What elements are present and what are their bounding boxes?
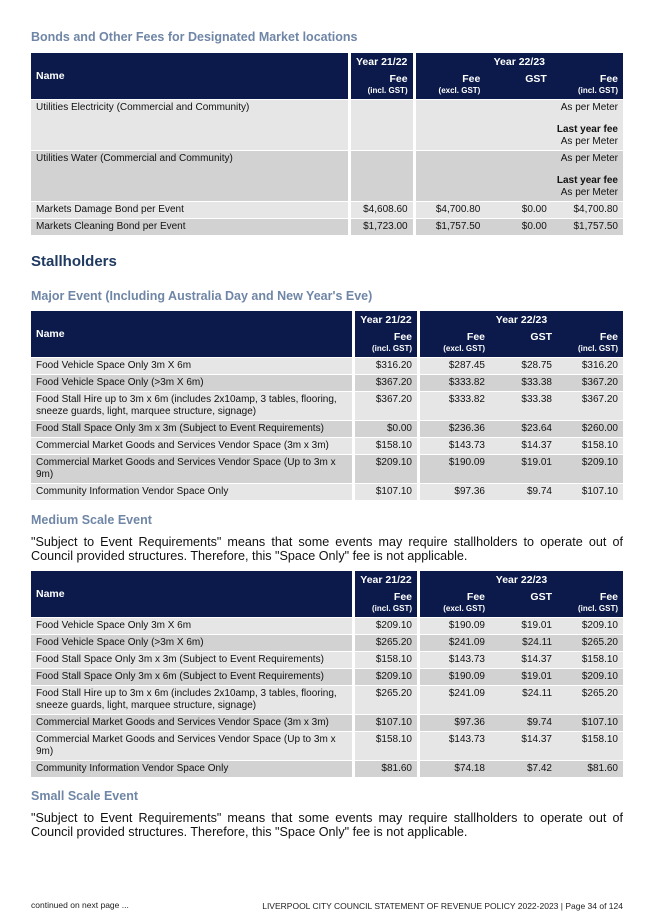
major-event-fee-table bbox=[31, 311, 623, 500]
fee-name-cell: Food Vehicle Space Only (>3m X 6m) bbox=[31, 634, 352, 651]
major-event-title: Major Event (Including Australia Day and New Year's Eve) bbox=[31, 289, 373, 303]
fee-2122-incl-cell: $1,723.00 bbox=[348, 218, 416, 235]
last-year-fee-value: As per Meter bbox=[560, 187, 618, 198]
fee-name-cell: Food Stall Hire up to 3m x 6m (includes 2x10amp, 3 tables, flooring, sneeze guards, light, marquee structure, signage) bbox=[31, 685, 352, 714]
table-row bbox=[31, 651, 623, 668]
fee-excl-cell: $1,757.50 bbox=[416, 218, 486, 235]
column-header-fee-incl-2122-sublabel: (incl. GST) bbox=[372, 604, 412, 613]
table-row bbox=[31, 714, 623, 731]
fee-incl-value: $260.00 bbox=[581, 423, 618, 434]
column-header-year-2223: Year 22/23 bbox=[420, 311, 623, 329]
fee-incl-value: $316.20 bbox=[581, 360, 618, 371]
fee-incl-value: As per Meter bbox=[560, 102, 618, 113]
fee-name-cell: Commercial Market Goods and Services Vendor Space (Up to 3m x 9m) bbox=[31, 731, 352, 760]
gst-cell bbox=[485, 150, 551, 201]
table-row bbox=[31, 99, 623, 150]
small-event-title: Small Scale Event bbox=[31, 789, 139, 803]
column-header-fee-excl-label: Fee bbox=[466, 331, 485, 343]
column-header-fee-incl bbox=[552, 71, 623, 99]
fee-incl-value: $1,757.50 bbox=[573, 221, 618, 232]
column-header-fee-incl-2122-label: Fee bbox=[393, 591, 412, 603]
fee-incl-cell bbox=[552, 99, 623, 150]
column-header-year-2122: Year 21/22 bbox=[352, 311, 420, 329]
fee-excl-cell: $241.09 bbox=[420, 634, 490, 651]
column-header-fee-excl-label: Fee bbox=[466, 591, 485, 603]
fee-incl-value: $158.10 bbox=[581, 654, 618, 665]
fee-excl-cell bbox=[416, 150, 486, 201]
column-header-fee-incl-label: Fee bbox=[599, 73, 618, 85]
column-header-fee-incl-2122 bbox=[352, 329, 420, 357]
table-row bbox=[31, 634, 623, 651]
fee-excl-cell: $333.82 bbox=[420, 374, 490, 391]
medium-event-title: Medium Scale Event bbox=[31, 513, 152, 527]
column-header-name: Name bbox=[31, 53, 348, 99]
fee-incl-cell bbox=[552, 201, 623, 218]
fee-excl-cell: $236.36 bbox=[420, 420, 490, 437]
fee-name-cell: Community Information Vendor Space Only bbox=[31, 483, 352, 500]
gst-cell: $24.11 bbox=[490, 634, 557, 651]
fee-name-cell: Markets Cleaning Bond per Event bbox=[31, 218, 348, 235]
fee-excl-cell: $97.36 bbox=[420, 483, 490, 500]
fee-2122-incl-cell: $107.10 bbox=[352, 714, 420, 731]
fee-2122-incl-cell: $158.10 bbox=[352, 731, 420, 760]
fee-2122-incl-cell: $4,608.60 bbox=[348, 201, 416, 218]
fee-incl-value: $209.10 bbox=[581, 457, 618, 468]
gst-cell: $9.74 bbox=[490, 483, 557, 500]
column-header-gst-label: GST bbox=[525, 73, 547, 85]
table-row bbox=[31, 357, 623, 374]
fee-name-cell: Food Vehicle Space Only 3m X 6m bbox=[31, 357, 352, 374]
fee-2122-incl-cell: $81.60 bbox=[352, 760, 420, 777]
fee-excl-cell: $190.09 bbox=[420, 617, 490, 634]
fee-2122-incl-cell bbox=[348, 150, 416, 201]
column-header-fee-excl bbox=[416, 71, 486, 99]
column-header-fee-incl-2122-label: Fee bbox=[389, 73, 408, 85]
fee-incl-cell bbox=[557, 731, 623, 760]
fee-2122-incl-cell: $265.20 bbox=[352, 685, 420, 714]
bonds-fee-table bbox=[31, 53, 623, 235]
column-header-fee-incl-2122-sublabel: (incl. GST) bbox=[372, 344, 412, 353]
last-year-fee-label: Last year fee bbox=[556, 175, 618, 186]
fee-incl-cell bbox=[557, 374, 623, 391]
table-row bbox=[31, 454, 623, 483]
medium-event-note: "Subject to Event Requirements" means that some events may require stallholders to operate out of Council provided structures. Therefore, this "Space Only" fee is not applicable. bbox=[31, 535, 623, 563]
column-header-fee-incl-label: Fee bbox=[599, 331, 618, 343]
table-row bbox=[31, 437, 623, 454]
fee-incl-cell bbox=[557, 357, 623, 374]
gst-cell: $0.00 bbox=[485, 218, 551, 235]
fee-excl-cell: $287.45 bbox=[420, 357, 490, 374]
fee-incl-cell bbox=[552, 218, 623, 235]
column-header-gst bbox=[490, 329, 557, 357]
fee-incl-cell bbox=[557, 634, 623, 651]
fee-incl-value: $209.10 bbox=[581, 620, 618, 631]
fee-incl-value: $158.10 bbox=[581, 440, 618, 451]
column-header-fee-incl-2122-label: Fee bbox=[393, 331, 412, 343]
gst-cell bbox=[485, 99, 551, 150]
fee-excl-cell: $241.09 bbox=[420, 685, 490, 714]
fee-name-cell: Food Stall Hire up to 3m x 6m (includes 2x10amp, 3 tables, flooring, sneeze guards, light, marquee structure, signage) bbox=[31, 391, 352, 420]
fee-incl-value: $265.20 bbox=[581, 688, 618, 699]
fee-2122-incl-cell: $0.00 bbox=[352, 420, 420, 437]
gst-cell: $9.74 bbox=[490, 714, 557, 731]
gst-cell: $0.00 bbox=[485, 201, 551, 218]
fee-incl-value: $107.10 bbox=[581, 717, 618, 728]
table-row bbox=[31, 218, 623, 235]
fee-excl-cell: $190.09 bbox=[420, 668, 490, 685]
fee-excl-cell: $143.73 bbox=[420, 731, 490, 760]
gst-cell: $14.37 bbox=[490, 437, 557, 454]
footer-page-info: LIVERPOOL CITY COUNCIL STATEMENT OF REVENUE POLICY 2022-2023 | Page 34 of 124 bbox=[262, 901, 623, 911]
fee-name-cell: Commercial Market Goods and Services Vendor Space (3m x 3m) bbox=[31, 714, 352, 731]
table-row bbox=[31, 150, 623, 201]
column-header-gst bbox=[490, 589, 557, 617]
fee-name-cell: Food Stall Space Only 3m x 3m (Subject to Event Requirements) bbox=[31, 651, 352, 668]
column-header-year-2122: Year 21/22 bbox=[348, 53, 416, 71]
bonds-section-title: Bonds and Other Fees for Designated Market locations bbox=[31, 30, 358, 44]
table-row bbox=[31, 685, 623, 714]
column-header-fee-excl bbox=[420, 589, 490, 617]
column-header-fee-excl bbox=[420, 329, 490, 357]
medium-event-fee-table bbox=[31, 571, 623, 777]
fee-incl-cell bbox=[557, 483, 623, 500]
fee-incl-cell bbox=[557, 437, 623, 454]
table-row bbox=[31, 617, 623, 634]
column-header-fee-excl-sublabel: (excl. GST) bbox=[443, 604, 485, 613]
table-row bbox=[31, 201, 623, 218]
fee-incl-cell bbox=[557, 685, 623, 714]
fee-incl-value: $158.10 bbox=[581, 734, 618, 745]
table-row bbox=[31, 760, 623, 777]
column-header-fee-incl bbox=[557, 329, 623, 357]
fee-2122-incl-cell: $209.10 bbox=[352, 668, 420, 685]
footer-continued: continued on next page ... bbox=[31, 900, 129, 910]
fee-incl-value: $265.20 bbox=[581, 637, 618, 648]
column-header-gst-label: GST bbox=[530, 331, 552, 343]
fee-incl-value: $367.20 bbox=[581, 394, 618, 405]
table-row bbox=[31, 483, 623, 500]
gst-cell: $24.11 bbox=[490, 685, 557, 714]
fee-excl-cell: $97.36 bbox=[420, 714, 490, 731]
fee-name-cell: Utilities Water (Commercial and Community) bbox=[31, 150, 348, 201]
fee-name-cell: Commercial Market Goods and Services Vendor Space (Up to 3m x 9m) bbox=[31, 454, 352, 483]
gst-cell: $19.01 bbox=[490, 454, 557, 483]
fee-excl-cell: $190.09 bbox=[420, 454, 490, 483]
last-year-fee-label: Last year fee bbox=[556, 124, 618, 135]
fee-2122-incl-cell: $209.10 bbox=[352, 617, 420, 634]
column-header-fee-excl-sublabel: (excl. GST) bbox=[438, 86, 481, 95]
fee-name-cell: Food Stall Space Only 3m x 3m (Subject to Event Requirements) bbox=[31, 420, 352, 437]
fee-excl-cell: $143.73 bbox=[420, 651, 490, 668]
stallholders-heading: Stallholders bbox=[31, 253, 117, 270]
fee-incl-value: $4,700.80 bbox=[573, 204, 618, 215]
gst-cell: $19.01 bbox=[490, 617, 557, 634]
fee-2122-incl-cell: $107.10 bbox=[352, 483, 420, 500]
column-header-year-2122: Year 21/22 bbox=[352, 571, 420, 589]
fee-incl-cell bbox=[557, 617, 623, 634]
table-row bbox=[31, 668, 623, 685]
column-header-fee-incl-sublabel: (incl. GST) bbox=[578, 604, 618, 613]
column-header-name: Name bbox=[31, 311, 352, 357]
fee-2122-incl-cell: $367.20 bbox=[352, 374, 420, 391]
fee-excl-cell: $4,700.80 bbox=[416, 201, 486, 218]
last-year-fee-value: As per Meter bbox=[560, 136, 618, 147]
fee-name-cell: Markets Damage Bond per Event bbox=[31, 201, 348, 218]
column-header-fee-incl-label: Fee bbox=[599, 591, 618, 603]
fee-incl-cell bbox=[557, 668, 623, 685]
table-row bbox=[31, 420, 623, 437]
fee-incl-value: As per Meter bbox=[560, 153, 618, 164]
fee-2122-incl-cell: $367.20 bbox=[352, 391, 420, 420]
fee-incl-cell bbox=[557, 760, 623, 777]
gst-cell: $14.37 bbox=[490, 651, 557, 668]
fee-2122-incl-cell: $265.20 bbox=[352, 634, 420, 651]
gst-cell: $7.42 bbox=[490, 760, 557, 777]
fee-name-cell: Food Vehicle Space Only (>3m X 6m) bbox=[31, 374, 352, 391]
column-header-fee-excl-label: Fee bbox=[462, 73, 481, 85]
gst-cell: $23.64 bbox=[490, 420, 557, 437]
fee-name-cell: Food Vehicle Space Only 3m X 6m bbox=[31, 617, 352, 634]
fee-incl-value: $209.10 bbox=[581, 671, 618, 682]
gst-cell: $33.38 bbox=[490, 391, 557, 420]
fee-incl-cell bbox=[557, 651, 623, 668]
column-header-fee-incl-sublabel: (incl. GST) bbox=[578, 344, 618, 353]
gst-cell: $33.38 bbox=[490, 374, 557, 391]
fee-incl-value: $81.60 bbox=[587, 763, 618, 774]
fee-incl-cell bbox=[557, 420, 623, 437]
fee-excl-cell: $143.73 bbox=[420, 437, 490, 454]
column-header-gst-label: GST bbox=[530, 591, 552, 603]
table-row bbox=[31, 731, 623, 760]
column-header-fee-incl-2122 bbox=[348, 71, 416, 99]
fee-excl-cell bbox=[416, 99, 486, 150]
fee-excl-cell: $74.18 bbox=[420, 760, 490, 777]
column-header-fee-incl bbox=[557, 589, 623, 617]
gst-cell: $19.01 bbox=[490, 668, 557, 685]
fee-2122-incl-cell: $158.10 bbox=[352, 651, 420, 668]
fee-name-cell: Commercial Market Goods and Services Vendor Space (3m x 3m) bbox=[31, 437, 352, 454]
table-row bbox=[31, 374, 623, 391]
column-header-fee-incl-2122 bbox=[352, 589, 420, 617]
gst-cell: $14.37 bbox=[490, 731, 557, 760]
fee-2122-incl-cell: $158.10 bbox=[352, 437, 420, 454]
fee-incl-cell bbox=[552, 150, 623, 201]
fee-name-cell: Utilities Electricity (Commercial and Community) bbox=[31, 99, 348, 150]
column-header-fee-excl-sublabel: (excl. GST) bbox=[443, 344, 485, 353]
fee-2122-incl-cell bbox=[348, 99, 416, 150]
fee-incl-cell bbox=[557, 391, 623, 420]
fee-2122-incl-cell: $316.20 bbox=[352, 357, 420, 374]
fee-incl-value: $107.10 bbox=[581, 486, 618, 497]
column-header-year-2223: Year 22/23 bbox=[416, 53, 623, 71]
table-row bbox=[31, 391, 623, 420]
fee-incl-value: $367.20 bbox=[581, 377, 618, 388]
fee-incl-cell bbox=[557, 714, 623, 731]
column-header-fee-incl-2122-sublabel: (incl. GST) bbox=[367, 86, 408, 95]
fee-name-cell: Food Stall Space Only 3m x 6m (Subject to Event Requirements) bbox=[31, 668, 352, 685]
fee-excl-cell: $333.82 bbox=[420, 391, 490, 420]
fee-2122-incl-cell: $209.10 bbox=[352, 454, 420, 483]
gst-cell: $28.75 bbox=[490, 357, 557, 374]
fee-name-cell: Community Information Vendor Space Only bbox=[31, 760, 352, 777]
column-header-name: Name bbox=[31, 571, 352, 617]
fee-incl-cell bbox=[557, 454, 623, 483]
column-header-year-2223: Year 22/23 bbox=[420, 571, 623, 589]
small-event-note: "Subject to Event Requirements" means that some events may require stallholders to operate out of Council provided structures. Therefore, this "Space Only" fee is not applicable. bbox=[31, 811, 623, 839]
column-header-fee-incl-sublabel: (incl. GST) bbox=[578, 86, 618, 95]
column-header-gst bbox=[485, 71, 551, 99]
